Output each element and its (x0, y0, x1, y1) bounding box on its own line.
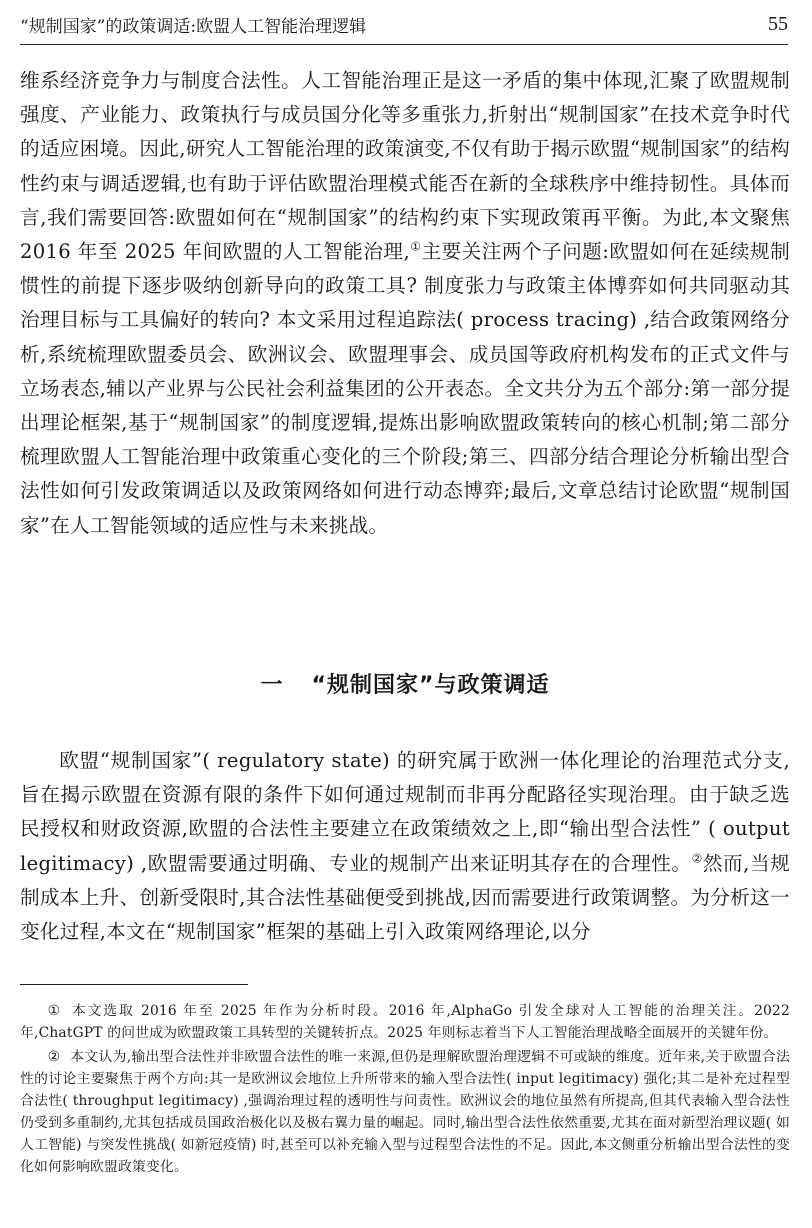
footnote-2-mark: ② (47, 1049, 61, 1065)
para2-text-a: 欧盟“规制国家”( regulatory state) 的研究属于欧洲一体化理论的治理范式分支,旨在揭示欧盟在资源有限的条件下如何通过规制而非再分配路径实现治理。由于缺乏选民授权和财政资源,欧盟的合法性主要建立在政策绩效之上,即“输出型合法性” ( output legitimacy) ,欧盟需要通过明确、专业的规制产出来证明其存在的合理性。 (20, 749, 790, 875)
para1-text-b: 主要关注两个子问题:欧盟如何在延续规制惯性的前提下逐步吸纳创新导向的政策工具? 制度张力与政策主体博弈如何共同驱动其治理目标与工具偏好的转向? 本文采用过程追踪法( process tracing) ,结合政策网络分析,系统梳理欧盟委员会、欧洲议会、欧盟理事会、成员国等政府机构发布的正式文件与立场表态,辅以产业界与公民社会利益集团的公开表态。全文共分为五个部分:第一部分提出理论框架,基于“规制国家”的制度逻辑,提炼出影响欧盟政策转向的核心机制;第二部分梳理欧盟人工智能治理中政策重心变化的三个阶段;第三、四部分结合理论分析输出型合法性如何引发政策调适以及政策网络如何进行动态博弈;最后,文章总结讨论欧盟“规制国家”在人工智能领域的适应性与未来挑战。 (20, 240, 790, 537)
body-paragraph-1 (20, 64, 790, 543)
footnote-2 (20, 1046, 790, 1178)
header-rule (20, 44, 788, 45)
page-number: 55 (768, 12, 788, 35)
section-number: 一 (260, 673, 284, 698)
footnote-ref-1[interactable]: ① (410, 239, 422, 254)
footnote-1-text: 本文选取 2016 年至 2025 年作为分析时段。2016 年,AlphaGo 引发全球对人工智能的治理关注。2022 年,ChatGPT 的问世成为欧盟政策工具转型的关键转折点。2025 年则标志着当下人工智能治理战略全面展开的关键年份。 (20, 1003, 790, 1041)
section-title: “规制国家”与政策调适 (311, 673, 550, 698)
footnote-2-text: 本文认为,输出型合法性并非欧盟合法性的唯一来源,但仍是理解欧盟治理逻辑不可或缺的维度。近年来,关于欧盟合法性的讨论主要聚焦于两个方向:其一是欧洲议会地位上升所带来的输入型合法性( input legitimacy) 强化;其二是补充过程型合法性( throughput legitimacy) ,强调治理过程的透明性与问责性。欧洲议会的地位虽然有所提高,但其代表输入型合法性仍受到多重制约,尤其包括成员国政治极化以及极右翼力量的崛起。同时,输出型合法性依然重要,尤其在面对新型治理议题( 如人工智能) 与突发性挑战( 如新冠疫情) 时,甚至可以补充输入型与过程型合法性的不足。因此,本文侧重分析输出型合法性的变化如何影响欧盟政策变化。 (20, 1049, 790, 1175)
para1-text-a: 维系经济竞争力与制度合法性。人工智能治理正是这一矛盾的集中体现,汇聚了欧盟规制强度、产业能力、政策执行与成员国分化等多重张力,折射出“规制国家”在技术竞争时代的适应困境。因此,研究人工智能治理的政策演变,不仅有助于揭示欧盟“规制国家”的结构性约束与调适逻辑,也有助于评估欧盟治理模式能否在新的全球秩序中维持韧性。具体而言,我们需要回答:欧盟如何在“规制国家”的结构约束下实现政策再平衡。为此,本文聚焦 2016 年至 2025 年间欧盟的人工智能治理, (20, 69, 790, 264)
para2-text-b: 然而,当规制成本上升、创新受限时,其合法性基础便受到挑战,因而需要进行政策调整。为分析这一变化过程,本文在“规制国家”框架的基础上引入政策网络理论,以分 (20, 851, 791, 944)
running-header (20, 6, 788, 42)
footnotes (20, 1000, 790, 1178)
footnote-rule (20, 984, 248, 985)
footnote-ref-2[interactable]: ② (691, 851, 703, 866)
running-title: “规制国家”的政策调适:欧盟人工智能治理逻辑 (20, 16, 367, 37)
body-paragraph-2 (20, 744, 790, 949)
section-heading (20, 668, 790, 699)
footnote-1-mark: ① (47, 1003, 62, 1019)
footnote-1 (20, 1000, 790, 1044)
